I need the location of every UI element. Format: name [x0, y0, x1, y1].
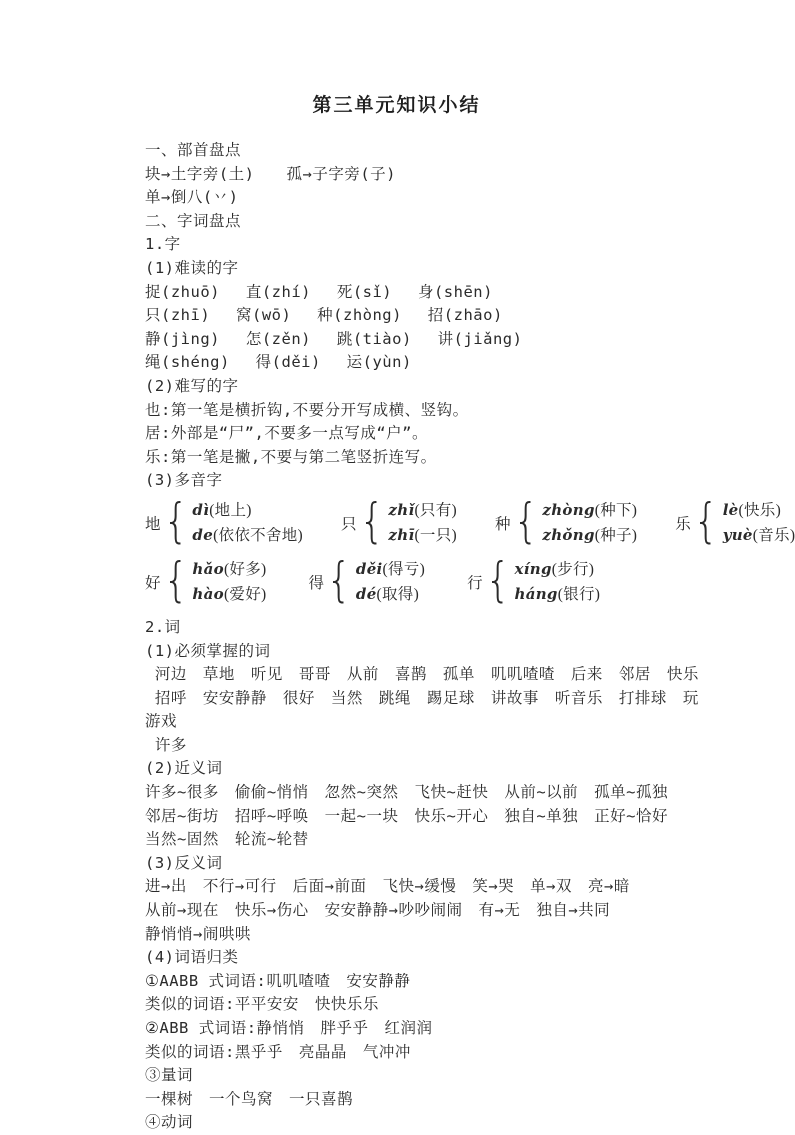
pronunciation-line [542, 523, 637, 548]
polyphone-entry [145, 493, 303, 549]
pronunciation-list [542, 498, 637, 548]
example-word: (取得) [376, 585, 420, 603]
text-line: 捉(zhuō) 直(zhí) 死(sǐ) 身(shēn) [145, 282, 493, 301]
pronunciation-line [723, 523, 795, 548]
pronunciation-line [515, 582, 601, 607]
text-line: 居:外部是“尸”,不要多一点写成“户”。 [145, 424, 428, 443]
pronunciation-line [192, 523, 303, 548]
text-line: 许多~很多 偷偷~悄悄 忽然~突然 飞快~赶快 从前~以前 孤单~孤独 [145, 783, 668, 802]
polyphone-entry [494, 493, 638, 549]
pinyin: dì [192, 500, 210, 519]
pinyin: de [192, 525, 214, 544]
pinyin: zhǒng [542, 525, 595, 544]
text-line: 乐:第一笔是撇,不要与第二笔竖折连写。 [145, 447, 437, 466]
text-line: (3)多音字 [145, 471, 223, 490]
example-word: (种子) [594, 526, 638, 544]
pronunciation-list [356, 557, 425, 607]
text-line: 类似的词语:平平安安 快快乐乐 [145, 995, 379, 1014]
text-line: ①AABB 式词语:叽叽喳喳 安安静静 [145, 971, 411, 990]
pinyin: děi [355, 559, 383, 578]
polyphone-row [145, 552, 713, 608]
example-word: (种下) [594, 501, 638, 519]
example-word: (一只) [414, 526, 457, 544]
text-line: 从前→现在 快乐→伤心 安安静静→吵吵闹闹 有→无 独自→共同 [145, 901, 611, 920]
example-word: (爱好) [223, 585, 267, 603]
example-word: (得亏) [382, 560, 426, 578]
pinyin: zhǐ [388, 500, 415, 519]
polyphone-character: 种 [494, 515, 511, 533]
polyphone-entry [675, 493, 795, 549]
text-line: (1)难读的字 [145, 258, 239, 277]
pinyin: yuè [722, 525, 753, 544]
pinyin: zhī [388, 525, 415, 544]
pinyin: xíng [514, 559, 552, 578]
text-line: 也:第一笔是横折钩,不要分开写成横、竖钩。 [145, 400, 469, 419]
polyphone-entry [467, 552, 601, 608]
brace-icon: { [484, 552, 511, 608]
text-line: (3)反义词 [145, 853, 223, 872]
text-line: 一棵树 一个鸟窝 一只喜鹊 [145, 1089, 354, 1108]
text-line: ④动词 [145, 1113, 194, 1132]
pronunciation-list [192, 498, 303, 548]
pronunciation-line [192, 557, 266, 582]
pinyin: hào [192, 584, 224, 603]
pronunciation-line [542, 498, 637, 523]
example-word: (只有) [414, 501, 457, 519]
text-line: (2)难写的字 [145, 376, 239, 395]
pronunciation-list [723, 498, 795, 548]
text-line: 只(zhī) 窝(wō) 种(zhòng) 招(zhāo) [145, 306, 503, 325]
polyphone-character: 地 [145, 515, 161, 533]
text-line: ②ABB 式词语:静悄悄 胖乎乎 红润润 [145, 1019, 433, 1037]
polyphone-character: 得 [308, 574, 324, 592]
pinyin: háng [514, 584, 558, 603]
brace-icon: { [162, 552, 189, 608]
example-word: (音乐) [752, 526, 795, 544]
document-body [0, 117, 793, 1135]
brace-icon: { [358, 493, 385, 549]
pinyin: hǎo [192, 559, 224, 578]
polyphone-entry [341, 493, 457, 549]
example-word: (好多) [223, 560, 267, 578]
text-line: 类似的词语:黑乎乎 亮晶晶 气冲冲 [145, 1042, 411, 1061]
brace-icon: { [326, 552, 352, 608]
pronunciation-list [515, 557, 601, 607]
polyphone-character: 乐 [675, 515, 691, 533]
text-line: 二、字词盘点 [145, 211, 242, 230]
page-title: 第三单元知识小结 [312, 95, 481, 116]
text-line: 当然~固然 轮流~轮替 [145, 830, 309, 849]
text-line: 邻居~街坊 招呼~呼唤 一起~一块 快乐~开心 独自~单独 正好~恰好 [145, 806, 668, 825]
pronunciation-line [356, 557, 425, 582]
pinyin: dé [355, 584, 377, 603]
polyphone-character: 只 [341, 515, 357, 533]
pronunciation-line [356, 582, 425, 607]
text-line: (4)词语归类 [145, 948, 239, 967]
text-line: 招呼 安安静静 很好 当然 跳绳 踢足球 讲故事 听音乐 打排球 玩游戏 [145, 688, 699, 731]
example-word: (快乐) [738, 501, 782, 519]
pinyin: zhòng [542, 500, 595, 519]
text-line: 许多 [145, 735, 187, 754]
pronunciation-line [192, 582, 266, 607]
text-line: 1.字 [145, 235, 181, 254]
polyphone-entry [145, 552, 267, 608]
polyphone-character: 行 [467, 574, 483, 592]
text-line: (2)近义词 [145, 759, 223, 778]
example-word: (步行) [551, 560, 595, 578]
text-line: 块→土字旁(土) 孤→子字旁(子) [145, 164, 396, 183]
pinyin: lè [722, 500, 739, 519]
text-line: 2.词 [145, 617, 181, 636]
text-line: ③量词 [145, 1066, 194, 1085]
pronunciation-list [388, 498, 457, 548]
text-line: (1)必须掌握的词 [145, 641, 271, 660]
text-line: 静(jìng) 怎(zěn) 跳(tiào) 讲(jiǎng) [145, 329, 523, 348]
text-line: 河边 草地 听见 哥哥 从前 喜鹊 孤单 叽叽喳喳 后来 邻居 快乐 [145, 665, 699, 684]
text-line: 静悄悄→闹哄哄 [145, 924, 251, 943]
example-word: (地上) [209, 501, 252, 519]
polyphone-entry [308, 552, 426, 608]
polyphone-character: 好 [145, 574, 161, 592]
pronunciation-line [388, 498, 457, 523]
brace-icon: { [693, 493, 719, 549]
example-word: (依依不舍地) [213, 526, 303, 544]
text-line: 绳(shéng) 得(děi) 运(yùn) [145, 353, 412, 372]
text-line: 一、部首盘点 [145, 141, 242, 159]
pronunciation-line [388, 523, 457, 548]
pronunciation-line [723, 498, 795, 523]
brace-icon: { [162, 493, 189, 549]
polyphone-row [145, 493, 795, 549]
pronunciation-list [192, 557, 266, 607]
text-line: 单→倒八(丷) [145, 188, 239, 207]
text-line: 进→出 不行→可行 后面→前面 飞快→缓慢 笑→哭 单→双 亮→暗 [145, 877, 630, 896]
brace-icon: { [512, 493, 539, 549]
example-word: (银行) [557, 585, 601, 603]
pronunciation-line [515, 557, 601, 582]
pronunciation-line [192, 498, 303, 523]
